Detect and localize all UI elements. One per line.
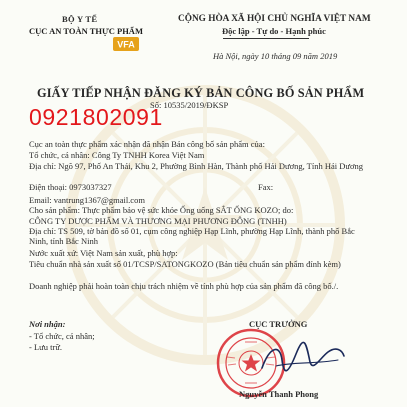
signature-icon (258, 340, 348, 378)
body-line-organization: Tổ chức, cá nhân: Công Ty TNHH Korea Việt Nam (29, 150, 205, 160)
body-line-fax: Fax: (258, 182, 274, 192)
body-line-manufacturer-address: Địa chỉ: TS 509, tờ bản đồ số 01, cụm công nghiệp Hạp Lĩnh, phường Hạp Lĩnh, thành phố Bắc Ninh, tỉnh Bắc Ninh (29, 226, 355, 246)
motto-underline (223, 38, 309, 39)
national-motto: Độc lập - Tự do - Hạnh phúc (222, 26, 326, 36)
body-line-address: Địa chỉ: Ngõ 97, Phố An Thái, Khu 2, Phường Bình Hàn, Thành phố Hải Dương, Tỉnh Hải Dương (29, 161, 363, 171)
recipients-title: Nơi nhận: (29, 319, 66, 329)
agency-name: CỤC AN TOÀN THỰC PHẨM (29, 26, 143, 36)
document-title: GIẤY TIẾP NHẬN ĐĂNG KÝ BẢN CÔNG BỐ SẢN PHẨM (37, 86, 365, 100)
signer-position: CỤC TRƯỞNG (249, 319, 308, 329)
body-line-email: Email: vantrung1367@gmail.com (29, 195, 145, 205)
issue-date: Hà Nội, ngày 10 tháng 09 năm 2019 (213, 51, 338, 61)
body-line-standard: Tiêu chuẩn nhà sản xuất số 01/TCSP/SATONGKOZO (Bản tiêu chuẩn sản phẩm đính kèm) (29, 259, 341, 269)
signer-name: Nguyễn Thanh Phong (239, 389, 319, 399)
republic-heading: CỘNG HÒA XÃ HỘI CHỦ NGHĨA VIỆT NAM (178, 14, 371, 24)
vfa-logo-text: VFA (117, 39, 135, 50)
body-line-manufacturer: CÔNG TY DƯỢC PHẨM VÀ THƯƠNG MẠI PHƯƠNG ĐÔNG (TNHH) (29, 216, 287, 226)
body-line-product: Cho sản phẩm: Thực phẩm bảo vệ sức khỏe Ống uống SẮT ỐNG KOZO; do: (29, 205, 294, 215)
vfa-logo-icon (113, 37, 139, 51)
body-line-intro: Cục an toàn thực phẩm xác nhận đã nhận Bản công bố sản phẩm của: (29, 139, 265, 149)
recipient-item: - Tổ chức, cá nhân; (29, 331, 95, 341)
body-line-origin: Nước xuất xứ: Việt Nam sản xuất, phù hợp: (29, 248, 178, 258)
ministry-name: BỘ Y TẾ (62, 14, 98, 24)
recipient-item: - Lưu trữ. (29, 342, 63, 352)
body-line-phone: Điện thoại: 0973037327 (29, 182, 112, 192)
body-line-responsibility: Doanh nghiệp phải hoàn toàn chịu trách nhiệm về tính phù hợp của sản phẩm đã công bố./. (29, 281, 339, 291)
document-number: Số: 10535/2019/ĐKSP (150, 100, 229, 110)
overlay-phone-number: 0921802091 (29, 104, 163, 130)
